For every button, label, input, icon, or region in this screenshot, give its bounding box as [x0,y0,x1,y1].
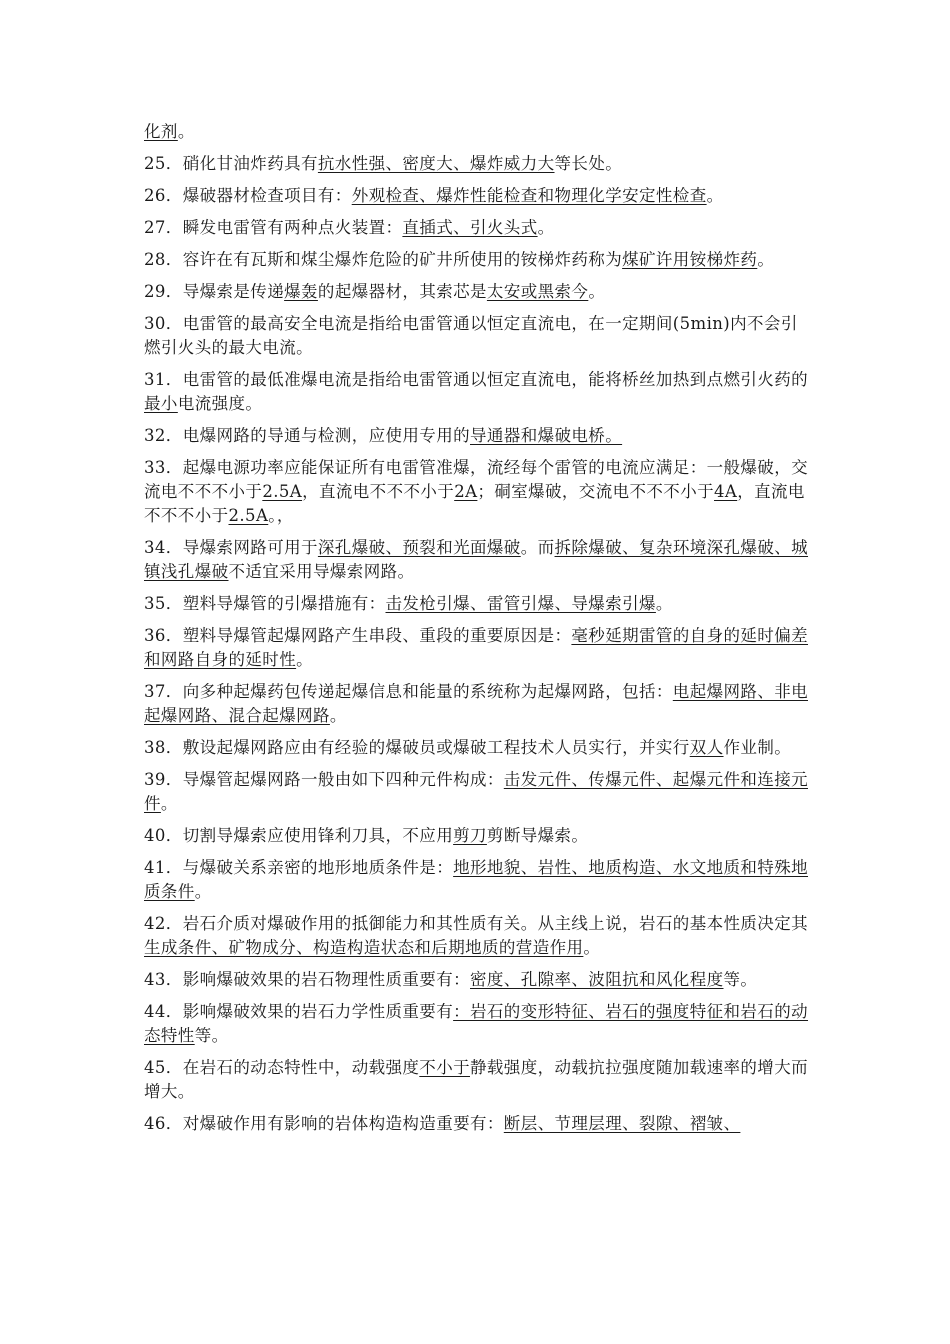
answer-text: 4A [714,482,738,501]
answer-text: 深孔爆破、预裂和光面爆破 [317,538,521,557]
question-text: 36．塑料导爆管起爆网路产生串段、重段的重要原因是： [144,626,572,645]
question-text: 27．瞬发电雷管有两种点火装置： [144,218,403,237]
question-item [144,368,810,416]
answer-text: 不小于 [419,1058,470,1077]
answer-text: 地形地貌、岩性、地质构造、水文地质和特殊地质条件 [144,858,809,901]
answer-text: 导通器和爆破电桥。 [470,426,623,445]
question-item [144,152,810,176]
document-page [144,120,810,1144]
answer-text: 爆轰 [284,282,318,301]
answer-text: 密度、孔隙率、波阻抗和风化程度 [470,970,724,989]
answer-text: 电起爆网路、非电起爆网路、混合起爆网路 [144,682,808,725]
answer-text: 毫秒延期雷管的自身的延时偏差和网路自身的延时性 [144,626,809,669]
question-text: ，直流电不不不小于 [302,482,455,501]
question-item [144,312,810,360]
question-item [144,280,810,304]
question-text: 剪断导爆索。 [486,826,589,845]
question-text: 37．向多种起爆药包传递起爆信息和能量的系统称为起爆网路，包括： [144,682,673,701]
answer-text: 抗水性强、密度大、爆炸威力大 [317,154,555,173]
question-text: 等。 [194,1026,229,1045]
question-text: 39．导爆管起爆网路一般由如下四种元件构成： [144,770,504,789]
answer-text: 直插式、引火头式 [402,218,538,237]
answer-text: 生成条件、矿物成分、构造构造状态和后期地质的营造作用 [144,938,584,957]
question-text: 34．导爆索网路可用于 [144,538,318,557]
answer-text: 剪刀 [453,826,487,845]
question-item [144,592,810,616]
answer-text: 击发枪引爆、雷管引爆、导爆索引爆 [385,594,656,613]
question-text: 26．爆破器材检查项目有： [144,186,352,205]
answer-text: 最小 [144,394,178,413]
question-text: 。 [706,186,724,205]
question-text: 44．影响爆破效果的岩石力学性质重要有 [144,1002,454,1021]
question-text: 。 [329,706,347,725]
question-text: 电流强度。 [177,394,263,413]
question-text: 40．切割导爆索应使用锋利刀具，不应用 [144,826,454,845]
question-item [144,856,810,904]
question-text: 31．电雷管的最低准爆电流是指给电雷管通以恒定直流电，能将桥丝加热到点燃引火药的 [144,370,808,389]
question-text: 。 [655,594,673,613]
question-text: 。 [757,250,775,269]
question-text: 。， [268,506,294,525]
answer-text: ：岩石的变形特征、岩石的强度特征和岩石的动态特性 [144,1002,809,1045]
answer-text: 2A [454,482,478,501]
question-text: 28．容许在有瓦斯和煤尘爆炸危险的矿井所使用的铵梯炸药称为 [144,250,623,269]
answer-text: 断层、节理层理、裂隙、褶皱、 [503,1114,741,1133]
question-text: 。 [296,650,314,669]
question-text: 。 [537,218,555,237]
question-item [144,1056,810,1104]
question-text: 。 [160,794,178,813]
question-item [144,248,810,272]
question-text: 46．对爆破作用有影响的岩体构造构造重要有： [144,1114,504,1133]
question-item [144,912,810,960]
question-text: 。 [194,882,212,901]
question-text: 38．敷设起爆网路应由有经验的爆破员或爆破工程技术人员实行，并实行 [144,738,690,757]
question-text: 的起爆器材，其索芯是 [317,282,487,301]
question-text: 35．塑料导爆管的引爆措施有： [144,594,386,613]
answer-text: 外观检查、爆炸性能检查和物理化学安定性检查 [351,186,707,205]
question-item [144,1000,810,1048]
answer-text: 太安或黑索今 [486,282,589,301]
answer-text: 击发元件、传爆元件、起爆元件和连接元件 [144,770,808,813]
answer-text: 煤矿许用铵梯炸药 [622,250,758,269]
question-text: 25．硝化甘油炸药具有 [144,154,318,173]
question-text: ，直流电不不不小于 [144,482,805,525]
question-text: 等长处。 [554,154,623,173]
question-text: 41．与爆破关系亲密的地形地质条件是： [144,858,454,877]
question-text: 等。 [723,970,758,989]
question-text: 。 [588,282,606,301]
question-text: 42．岩石介质对爆破作用的抵御能力和其性质有关。从主线上说，岩石的基本性质决定其 [144,914,808,933]
question-item [144,680,810,728]
question-item [144,624,810,672]
question-item [144,1112,810,1136]
question-item [144,184,810,208]
question-text: 32．电爆网路的导通与检测，应使用专用的 [144,426,470,445]
question-text: 43．影响爆破效果的岩石物理性质重要有： [144,970,470,989]
question-text: 30．电雷管的最高安全电流是指给电雷管通以恒定直流电，在一定期间(5min)内不会引燃引火头的最大电流。 [144,314,798,357]
question-text: 静载强度，动载抗拉强度随加载速率的增大而增大。 [144,1058,808,1101]
question-item [144,736,810,760]
question-text: ；硐室爆破，交流电不不不小于 [477,482,715,501]
question-item [144,768,810,816]
question-text: 作业制。 [723,738,792,757]
question-text: 。 [177,122,195,141]
question-item [144,424,810,448]
question-item [144,456,810,528]
question-item [144,824,810,848]
answer-text: 双人 [689,738,724,757]
answer-text: 拆除爆破、复杂环境深孔爆破、城镇浅孔爆破 [144,538,809,581]
answer-text: 2.5A [228,506,269,525]
question-text: 45．在岩石的动态特性中，动载强度 [144,1058,420,1077]
question-text: 不适宜采用导爆索网路。 [228,562,415,581]
question-item [144,216,810,240]
answer-text: 化剂 [144,122,178,141]
question-text: 。而 [520,538,555,557]
question-text: 33．起爆电源功率应能保证所有电雷管准爆，流经每个雷管的电流应满足：一般爆破，交流电不不不小于 [144,458,808,501]
question-item [144,536,810,584]
question-item [144,120,810,144]
answer-text: 2.5A [262,482,303,501]
question-text: 。 [583,938,601,957]
question-text: 29．导爆索是传递 [144,282,285,301]
question-item [144,968,810,992]
